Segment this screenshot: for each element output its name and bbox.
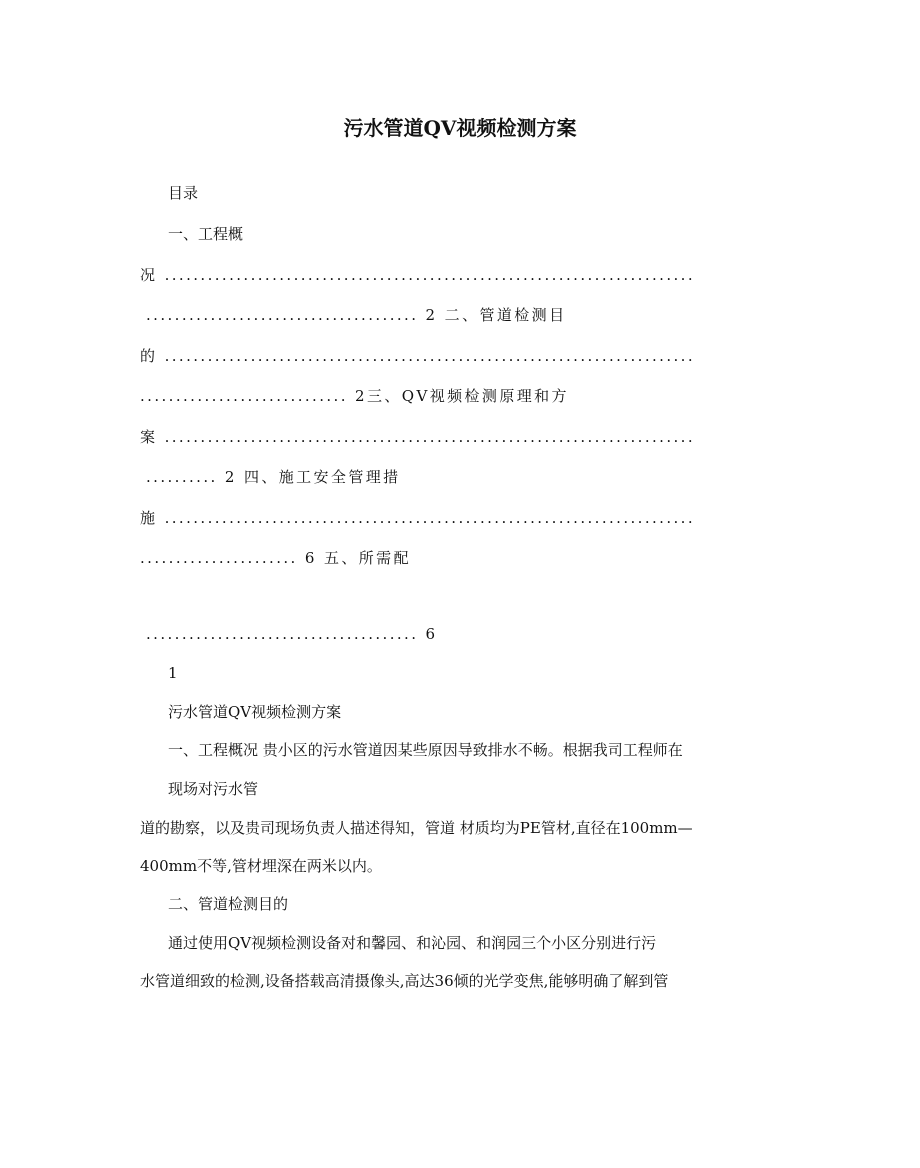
body-subtitle: 污水管道QV视频检测方案 — [168, 703, 342, 721]
body-line: 道的勘察，以及贵司现场负责人描述得知，管道 材质均为PE管材,直径在100mm— — [140, 819, 693, 837]
toc-line: ...................... 6 五、所需配 — [140, 549, 411, 567]
toc-heading: 目录 — [168, 184, 199, 202]
toc-line: .......... 2 四、施工安全管理措 — [146, 468, 401, 486]
toc-line: 一、工程概 — [168, 225, 244, 243]
toc-line: 施 .......................................................................... — [140, 509, 696, 527]
page-number: 1 — [168, 664, 178, 682]
toc-line: ............................. 2三、QV视频检测原理和方 — [140, 387, 569, 405]
toc-line: 案 .......................................................................... — [140, 428, 696, 446]
toc-line: 况 .......................................................................... — [140, 266, 696, 284]
body-line: 一、工程概况 贵小区的污水管道因某些原因导致排水不畅。根据我司工程师在 — [168, 741, 683, 759]
section-heading: 二、管道检测目的 — [168, 895, 289, 913]
body-line: 现场对污水管 — [168, 780, 259, 798]
body-line: 水管道细致的检测,设备搭载高清摄像头,高达36倾的光学变焦,能够明确了解到管 — [140, 972, 669, 990]
toc-line: 的 .......................................................................... — [140, 347, 696, 365]
body-line: 400mm不等,管材埋深在两米以内。 — [140, 857, 382, 875]
toc-line: ...................................... 6 — [146, 625, 438, 643]
body-line: 通过使用QV视频检测设备对和馨园、和沁园、和润园三个小区分别进行污 — [168, 934, 657, 952]
toc-line: ...................................... 2 二、管道检测目 — [146, 306, 567, 324]
document-title: 污水管道QV视频检测方案 — [343, 116, 577, 140]
